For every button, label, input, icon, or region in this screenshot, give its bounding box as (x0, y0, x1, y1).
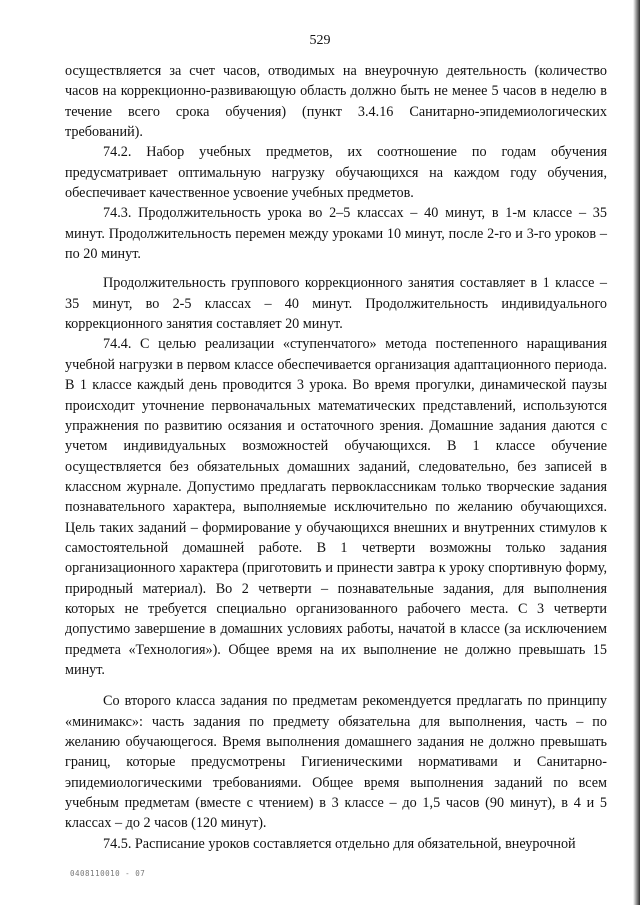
paragraph-74-2: 74.2. Набор учебных предметов, их соотношение по годам обучения предусматривает оптимальную нагрузку обучающихся на каждом году обучения, обеспечивает качественное усвоение учебных предметов. (65, 144, 607, 202)
paragraph-74-4: 74.4. С целью реализации «ступенчатого» метода постепенного наращивания учебной нагрузки в первом классе обеспечивается организация адаптационного периода. В 1 классе каждый день проводится 3 урока. Во время прогулки, динамической паузы происходит уточнение первоначальных математических представлений, используются упражнения по развитию осязания и остаточного зрения. Домашние задания даются с учетом индивидуальных возможностей обучающихся. В 1 классе обучение осуществляется без обязательных домашних заданий, следовательно, без записей в классном журнале. Допустимо предлагать первоклассникам только творческие задания познавательного характера, выполняемые исключительно по желанию обучающихся. Цель таких заданий – формирование у обучающихся внешних и внутренних стимулов к самостоятельной домашней работе. В 1 четверти возможны только задания организационного характера (приготовить и принести завтра к уроку спортивную форму, природный материал). Во 2 четверти – познавательные задания, для выполнения которых не требуется специально организованного рабочего места. С 3 четверти допустимо завершение в домашних условиях работы, начатой в классе (за исключением предмета «Технология»). Общее время на их выполнение не должно превышать 15 минут. (65, 336, 607, 678)
scan-edge-shadow (633, 0, 640, 905)
paragraph-minimax: Со второго класса задания по предметам рекомендуется предлагать по принципу «минимакс»: часть задания по предмету обязательна для выполнения, часть – по желанию обучающегося. Время выполнения домашнего задания не должно превышать границ, которые предусмотрены Гигиеническими нормативами и Санитарно-эпидемиологическими требованиями. Общее время выполнения заданий по всем учебным предметам (вместе с чтением) в 3 классе – до 1,5 часов (90 минут), в 4 и 5 классах – до 2 часов (120 минут). (65, 693, 607, 832)
paragraph-group-lesson-duration: Продолжительность группового коррекционного занятия составляет в 1 классе – 35 минут, во 2-5 классах – 40 минут. Продолжительность индивидуального коррекционного занятия составляет 20 минут. (65, 275, 607, 333)
paragraph-74-3: 74.3. Продолжительность урока во 2–5 классах – 40 минут, в 1-м классе – 35 минут. Продолжительность перемен между уроками 10 минут, после 2-го и 3-го уроков – по 20 минут. (65, 205, 607, 263)
paragraph-continuation: осуществляется за счет часов, отводимых на внеурочную деятельность (количество часов на коррекционно-развивающую область должно быть не менее 5 часов в неделю в течение всего срока обучения) (пункт 3.4.16 Санитарно-эпидемиологических требований). (65, 63, 607, 141)
document-body (65, 61, 607, 854)
page-number: 529 (309, 33, 331, 48)
paragraph-74-5: 74.5. Расписание уроков составляется отдельно для обязательной, внеурочной (103, 835, 576, 852)
footer-document-code: 0408110010 - 07 (70, 869, 146, 878)
